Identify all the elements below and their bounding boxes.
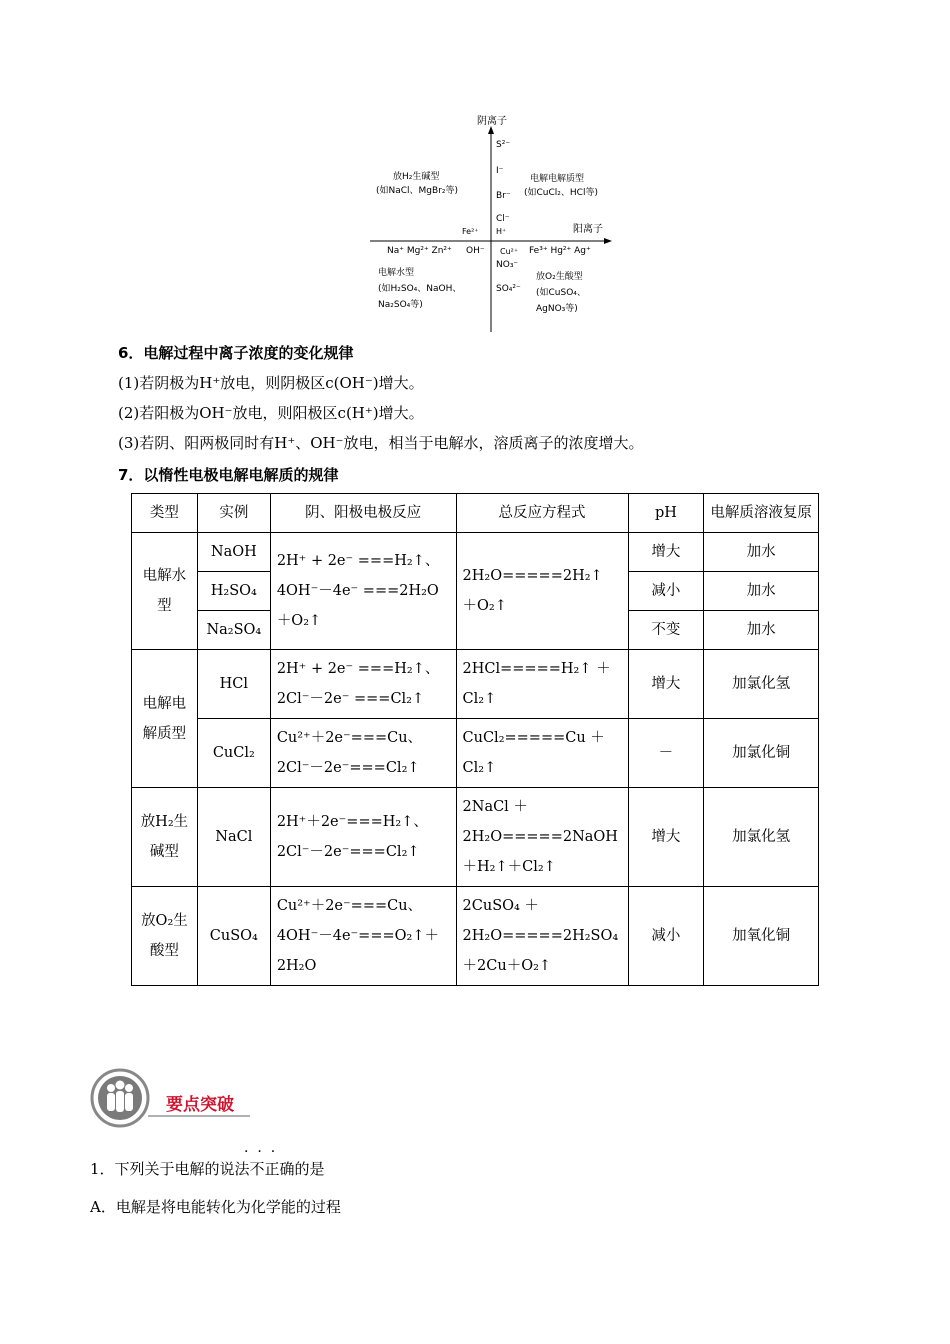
anion-label: NO₃⁻	[496, 260, 519, 270]
quadrant-label: (如CuCl₂、HCl等)	[524, 188, 598, 198]
anion-label: S²⁻	[496, 140, 511, 150]
type-cell: 电解电解质型	[132, 650, 198, 788]
table-row	[132, 887, 819, 986]
section-6-item: (2)若阳极为OH⁻放电，则阳极区c(H⁺)增大。	[118, 404, 424, 422]
section-6-heading: 6．电解过程中离子浓度的变化规律	[118, 344, 354, 362]
quadrant-label: Na₂SO₄等)	[378, 300, 423, 310]
fe2-label: Fe²⁺	[462, 227, 479, 236]
header-cell: 阴、阳极电极反应	[270, 494, 456, 533]
example-cell: NaCl	[197, 788, 270, 887]
table-row	[132, 650, 819, 719]
key-points-banner	[90, 1068, 280, 1132]
restore-cell: 加氯化氢	[704, 650, 819, 719]
electrode-reaction-cell: 2H⁺＋2e⁻===H₂↑、2Cl⁻－2e⁻===Cl₂↑	[270, 788, 456, 887]
table-row	[132, 533, 819, 572]
electrolysis-rules-table	[131, 493, 819, 986]
header-cell: pH	[628, 494, 704, 533]
restore-cell: 加氯化铜	[704, 719, 819, 788]
example-cell: H₂SO₄	[197, 572, 270, 611]
table-row	[132, 719, 819, 788]
ph-cell: －	[628, 719, 704, 788]
quadrant-label: 放O₂生酸型	[536, 272, 583, 282]
quadrant-label: (如CuSO₄、	[536, 288, 586, 298]
section-6-item: (1)若阴极为H⁺放电，则阴极区c(OH⁻)增大。	[118, 374, 424, 392]
quadrant-label: AgNO₃等)	[536, 304, 578, 314]
quadrant-label: (如NaCl、MgBr₂等)	[376, 186, 459, 196]
anion-label: Cu²⁺	[500, 247, 519, 256]
ph-cell: 减小	[628, 887, 704, 986]
anion-label: H⁺	[496, 227, 507, 236]
question-stem: 1．下列关于电解的说法不正确的是	[90, 1160, 325, 1178]
ion-discharge-diagram	[360, 110, 620, 335]
quadrant-label: (如H₂SO₄、NaOH、	[378, 284, 462, 294]
header-cell: 类型	[132, 494, 198, 533]
electrode-reaction-cell: 2H⁺ + 2e⁻ ===H₂↑、4OH⁻－4e⁻ ===2H₂O＋O₂↑	[270, 533, 456, 650]
anion-label: I⁻	[496, 166, 504, 176]
example-cell: HCl	[197, 650, 270, 719]
emphasis-dots: · · ·	[244, 1144, 276, 1160]
restore-cell: 加氧化铜	[704, 887, 819, 986]
ph-cell: 不变	[628, 611, 704, 650]
ph-cell: 增大	[628, 533, 704, 572]
header-cell: 电解质溶液复原	[704, 494, 819, 533]
quadrant-label: 电解电解质型	[530, 174, 585, 184]
electrode-reaction-cell: Cu²⁺＋2e⁻===Cu、4OH⁻－4e⁻===O₂↑＋2H₂O	[270, 887, 456, 986]
table-row	[132, 788, 819, 887]
cations-right: Fe³⁺ Hg²⁺ Ag⁺	[529, 246, 591, 256]
electrode-reaction-cell: Cu²⁺＋2e⁻===Cu、2Cl⁻－2e⁻===Cl₂↑	[270, 719, 456, 788]
example-cell: CuSO₄	[197, 887, 270, 986]
example-cell: NaOH	[197, 533, 270, 572]
banner-label: 要点突破	[166, 1095, 234, 1115]
x-axis-label: 阳离子	[573, 224, 603, 235]
table-header-row	[132, 494, 819, 533]
total-reaction-cell: 2CuSO₄ ＋2H₂O=====2H₂SO₄＋2Cu＋O₂↑	[456, 887, 628, 986]
electrode-reaction-cell: 2H⁺ + 2e⁻ ===H₂↑、2Cl⁻－2e⁻ ===Cl₂↑	[270, 650, 456, 719]
section-6-item: (3)若阴、阳两极同时有H⁺、OH⁻放电，相当于电解水，溶质离子的浓度增大。	[118, 434, 644, 452]
header-cell: 实例	[197, 494, 270, 533]
example-cell: Na₂SO₄	[197, 611, 270, 650]
ph-cell: 增大	[628, 650, 704, 719]
anion-label: Cl⁻	[496, 214, 510, 224]
type-cell: 放O₂生酸型	[132, 887, 198, 986]
ph-cell: 减小	[628, 572, 704, 611]
restore-cell: 加水	[704, 572, 819, 611]
quadrant-label: 放H₂生碱型	[393, 172, 440, 182]
type-cell: 电解水型	[132, 533, 198, 650]
oh-label: OH⁻	[466, 246, 485, 256]
anion-label: Br⁻	[496, 191, 511, 201]
restore-cell: 加水	[704, 611, 819, 650]
total-reaction-cell: 2H₂O=====2H₂↑ ＋O₂↑	[456, 533, 628, 650]
example-cell: CuCl₂	[197, 719, 270, 788]
header-cell: 总反应方程式	[456, 494, 628, 533]
option-a: A．电解是将电能转化为化学能的过程	[90, 1198, 341, 1216]
restore-cell: 加氯化氢	[704, 788, 819, 887]
total-reaction-cell: 2NaCl ＋2H₂O=====2NaOH＋H₂↑＋Cl₂↑	[456, 788, 628, 887]
y-axis-label: 阴离子	[477, 116, 507, 127]
restore-cell: 加水	[704, 533, 819, 572]
anion-label: SO₄²⁻	[496, 284, 521, 294]
total-reaction-cell: CuCl₂=====Cu ＋Cl₂↑	[456, 719, 628, 788]
type-cell: 放H₂生碱型	[132, 788, 198, 887]
ph-cell: 增大	[628, 788, 704, 887]
total-reaction-cell: 2HCl=====H₂↑ ＋Cl₂↑	[456, 650, 628, 719]
section-7-heading: 7．以惰性电极电解电解质的规律	[118, 466, 339, 484]
quadrant-label: 电解水型	[378, 268, 415, 278]
cations-left: Na⁺ Mg²⁺ Zn²⁺	[387, 246, 452, 256]
